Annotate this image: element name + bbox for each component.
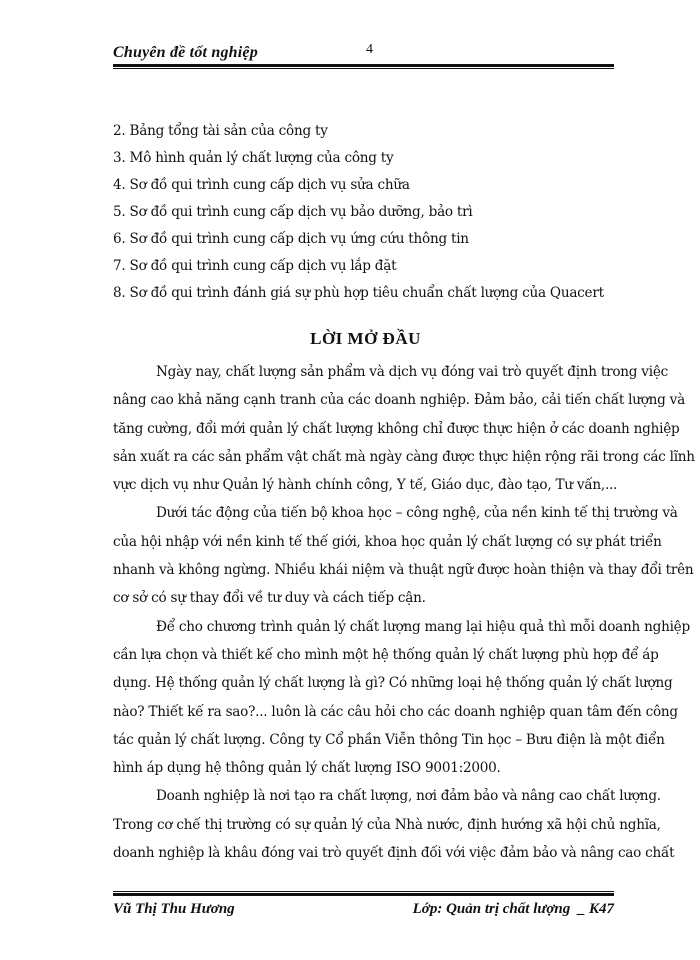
page-number: 4: [366, 42, 373, 57]
paragraph-line: nào? Thiết kế ra sao?... luôn là các câu hỏi cho các doanh nghiệp quan tâm đến công: [113, 703, 678, 720]
paragraph-line: doanh nghiệp là khâu đóng vai trò quyết định đối với việc đảm bảo và nâng cao chất: [113, 845, 675, 862]
class-label: Lớp: Quản trị chất lượng _ K47: [412, 901, 614, 917]
figure-list-item: 7. Sơ đồ qui trình cung cấp dịch vụ lắp đặt: [113, 258, 397, 274]
body-paragraph: [113, 358, 695, 499]
body-paragraph: [113, 613, 690, 783]
figure-list-item: 8. Sơ đồ qui trình đánh giá sự phù hợp tiêu chuẩn chất lượng của Quacert: [113, 285, 604, 301]
paragraph-line: Dưới tác động của tiến bộ khoa học – công nghệ, của nền kinh tế thị trường và: [156, 505, 678, 522]
body-paragraph: [113, 782, 675, 867]
figure-list-item: 5. Sơ đồ qui trình cung cấp dịch vụ bảo dưỡng, bảo trì: [113, 204, 473, 220]
paragraph-line: tác quản lý chất lượng. Công ty Cổ phần Viễn thông Tin học – Bưu điện là một điển: [113, 731, 665, 748]
figure-list-item: 2. Bảng tổng tài sản của công ty: [113, 123, 328, 139]
paragraph-line: tăng cường, đổi mới quản lý chất lượng không chỉ được thực hiện ở các doanh nghiệp: [113, 420, 680, 437]
figure-list: [113, 118, 618, 307]
paragraph-line: sản xuất ra các sản phẩm vật chất mà ngày càng được thực hiện rộng rãi trong các lĩnh: [113, 448, 695, 465]
figure-list-item: 3. Mô hình quản lý chất lượng của công ty: [113, 150, 394, 166]
paragraph-line: vực dịch vụ như Quản lý hành chính công, Y tế, Giáo dục, đào tạo, Tư vấn,...: [113, 477, 618, 494]
figure-list-item: 6. Sơ đồ qui trình cung cấp dịch vụ ứng cứu thông tin: [113, 231, 469, 247]
paragraph-line: Doanh nghiệp là nơi tạo ra chất lượng, nơi đảm bảo và nâng cao chất lượng.: [156, 788, 661, 805]
author-name: Vũ Thị Thu Hương: [113, 901, 235, 917]
header-rule: [113, 64, 614, 69]
paragraph-line: Ngày nay, chất lượng sản phẩm và dịch vụ đóng vai trò quyết định trong việc: [156, 364, 668, 380]
page-content: [113, 118, 695, 867]
document-title: Chuyên đề tốt nghiệp: [113, 44, 258, 61]
paragraph-line: của hội nhập với nền kinh tế thế giới, khoa học quản lý chất lượng có sự phát triển: [113, 533, 662, 550]
figure-list-item: 4. Sơ đồ qui trình cung cấp dịch vụ sửa chữa: [113, 177, 410, 193]
paragraph-line: Trong cơ chế thị trường có sự quản lý của Nhà nước, định hướng xã hội chủ nghĩa,: [113, 816, 661, 833]
paragraph-line: cơ sở có sự thay đổi về tư duy và cách tiếp cận.: [113, 590, 426, 607]
paragraph-line: hình áp dụng hệ thông quản lý chất lượng ISO 9001:2000.: [113, 760, 501, 777]
section-heading: LỜI MỞ ĐẦU: [310, 329, 421, 348]
paragraph-line: nâng cao khả năng cạnh tranh của các doanh nghiệp. Đảm bảo, cải tiến chất lượng và: [113, 392, 685, 409]
paragraph-line: cần lựa chọn và thiết kế cho mình một hệ thống quản lý chất lượng phù hợp để áp: [113, 646, 659, 663]
paragraph-line: dụng. Hệ thống quản lý chất lượng là gì? Có những loại hệ thống quản lý chất lượng: [113, 675, 673, 692]
body-paragraph: [113, 499, 694, 612]
footer-rule: [113, 891, 614, 896]
paragraph-line: nhanh và không ngừng. Nhiều khái niệm và thuật ngữ được hoàn thiện và thay đổi trên: [113, 562, 694, 579]
paragraph-line: Để cho chương trình quản lý chất lượng mang lại hiệu quả thì mỗi doanh nghiệp: [156, 618, 690, 635]
page-footer: [113, 899, 614, 921]
